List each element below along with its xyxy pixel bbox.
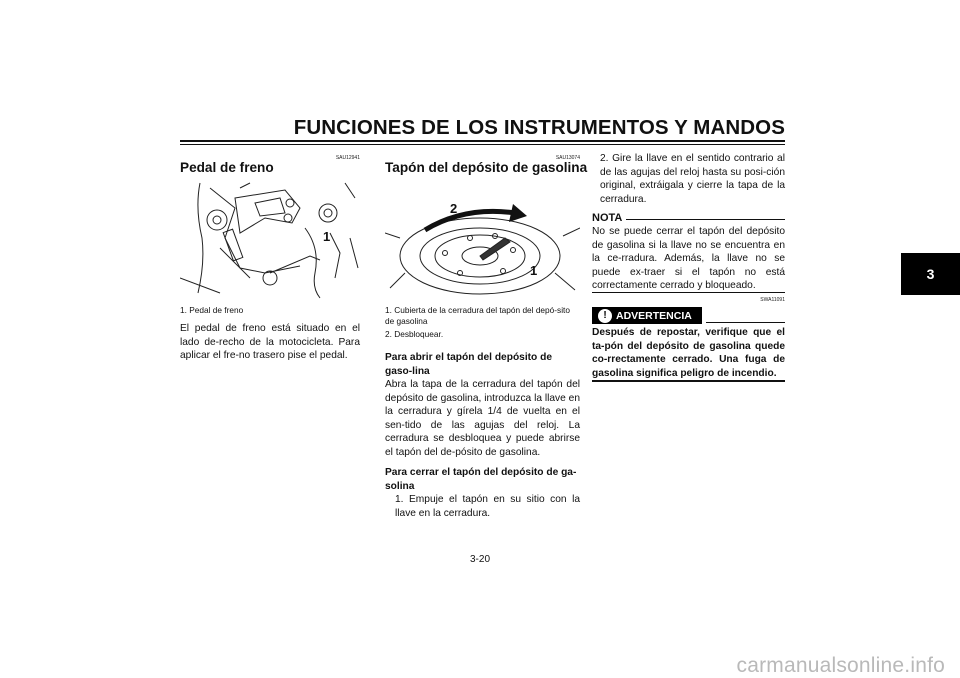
close-fuel-cap-heading: Para cerrar el tapón del depósito de ga-solina: [385, 467, 577, 492]
brake-pedal-figure: [180, 178, 360, 300]
section-heading-brake-pedal: Pedal de freno: [180, 160, 274, 175]
header-rule: [180, 140, 785, 142]
warning-end-rule: [592, 380, 785, 382]
nota-body: No se puede cerrar el tapón del depósito de gasolina si la llave no se encuentra en la ce-rradura. Además, la llave no se puede ex-traer si el tapón no está correctamente cerrado y bloqueado.: [592, 226, 785, 292]
section-code: SAU12941: [335, 155, 360, 161]
page-header-title: FUNCIONES DE LOS INSTRUMENTOS Y MANDOS: [293, 116, 785, 139]
figure-callout-2: 2: [450, 201, 458, 216]
fuel-cap-illustration: [385, 178, 580, 300]
caption-text: 1. Cubierta de la cerradura del tapón del depó-sito de gasolina: [385, 305, 570, 326]
header-rule-thin: [180, 144, 785, 145]
open-fuel-cap-heading: Para abrir el tapón del depósito de gaso-lina: [385, 352, 552, 377]
section-divider: [592, 292, 785, 293]
figure-caption: 1. Pedal de freno: [180, 305, 244, 315]
caption-item: [385, 329, 580, 340]
warning-code: SWA11091: [760, 297, 785, 303]
nota-rule: [626, 219, 785, 220]
watermark: carmanualsonline.info: [736, 654, 945, 677]
nota-label: NOTA: [592, 212, 623, 224]
section-heading-fuel-cap: Tapón del depósito de gasolina: [385, 160, 588, 175]
warning-banner: [592, 307, 702, 324]
brake-pedal-illustration: [180, 178, 360, 300]
warning-rule: [706, 322, 785, 323]
warning-body: Después de repostar, verifique que el ta-pón del depósito de gasolina quede co-rrectamente cerrado. Una fuga de gasolina significa peligro de incendio.: [592, 327, 785, 379]
section-code: SAU13074: [555, 155, 580, 161]
figure-callout-1: 1: [323, 229, 331, 244]
caption-item: [385, 305, 580, 327]
unlock-direction-arrow: [425, 211, 515, 230]
arrow-head: [509, 204, 527, 222]
page-number: 3-20: [469, 554, 490, 565]
warning-icon: !: [598, 309, 612, 323]
figure-captions: [385, 305, 580, 340]
open-fuel-cap-body: Abra la tapa de la cerradura del tapón del depósito de gasolina, introduzca la llave en la cerradura y gírela 1/4 de vuelta en el sen-tido de las agujas del reloj. La cerradura se desbloquea y puede abrirse el tapón del de-pósito de gasolina.: [385, 379, 580, 458]
caption-text: 2. Desbloquear.: [385, 329, 444, 339]
close-step-1: 1. Empuje el tapón en su sitio con la llave en la cerradura.: [395, 494, 580, 519]
chapter-tab: 3: [901, 253, 960, 295]
fuel-cap-figure: [385, 178, 580, 300]
warning-label: ADVERTENCIA: [616, 309, 692, 322]
close-step-2: 2. Gire la llave en el sentido contrario al de las agujas del reloj hasta su posi-ción original, extráigala y cierre la tapa de la cerradura.: [600, 153, 785, 205]
figure-callout-1: 1: [530, 263, 538, 278]
brake-pedal-body: El pedal de freno está situado en el lado de-recho de la motocicleta. Para aplicar el fre-no trasero pise el pedal.: [180, 323, 360, 362]
